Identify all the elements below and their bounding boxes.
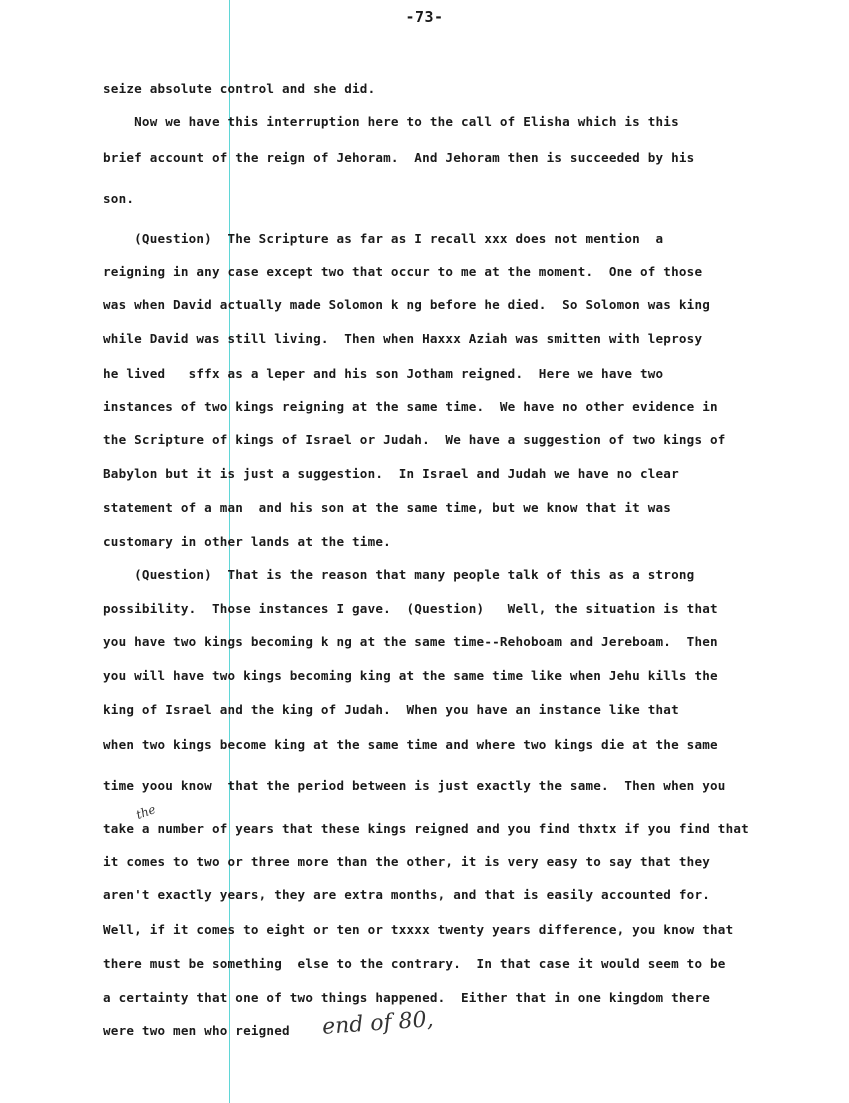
text-line: were two men who reigned <box>103 1023 290 1038</box>
text-line: customary in other lands at the time. <box>103 534 391 549</box>
text-line: time yoou know that the period between is just exactly the same. Then when you <box>103 778 726 793</box>
text-line: there must be something else to the contrary. In that case it would seem to be <box>103 956 726 971</box>
text-line: Now we have this interruption here to the call of Elisha which is this <box>103 114 679 129</box>
text-line: son. <box>103 191 135 206</box>
text-line: (Question) That is the reason that many people talk of this as a strong <box>103 567 695 582</box>
text-line: you have two kings becoming k ng at the same time--Rehoboam and Jereboam. Then <box>103 634 718 649</box>
text-line: (Question) The Scripture as far as I recall xxx does not mention a <box>103 231 664 246</box>
page-number: -73- <box>405 8 444 26</box>
text-line: a certainty that one of two things happened. Either that in one kingdom there <box>103 990 711 1005</box>
text-line: Well, if it comes to eight or ten or txxxx twenty years difference, you know that <box>103 922 734 937</box>
margin-rule <box>229 0 230 1103</box>
text-line: Babylon but it is just a suggestion. In Israel and Judah we have no clear <box>103 466 679 481</box>
text-line: you will have two kings becoming king at the same time like when Jehu kills the <box>103 668 718 683</box>
handwritten-insertion: the <box>134 802 158 822</box>
text-line: brief account of the reign of Jehoram. And Jehoram then is succeeded by his <box>103 150 695 165</box>
text-line: aren't exactly years, they are extra months, and that is easily accounted for. <box>103 887 711 902</box>
text-line: reigning in any case except two that occur to me at the moment. One of those <box>103 264 703 279</box>
text-line: while David was still living. Then when Haxxx Aziah was smitten with leprosy <box>103 331 703 346</box>
text-line: instances of two kings reigning at the same time. We have no other evidence in <box>103 399 718 414</box>
text-line: king of Israel and the king of Judah. When you have an instance like that <box>103 702 679 717</box>
text-line: it comes to two or three more than the other, it is very easy to say that they <box>103 854 711 869</box>
text-line: was when David actually made Solomon k ng before he died. So Solomon was king <box>103 297 711 312</box>
handwritten-note: end of 80, <box>321 1007 435 1040</box>
text-line: possibility. Those instances I gave. (Question) Well, the situation is that <box>103 601 718 616</box>
text-line: statement of a man and his son at the same time, but we know that it was <box>103 500 672 515</box>
text-line: the Scripture of kings of Israel or Judah. We have a suggestion of two kings of <box>103 432 726 447</box>
text-line: seize absolute control and she did. <box>103 81 376 96</box>
text-line: when two kings become king at the same time and where two kings die at the same <box>103 737 718 752</box>
text-line: take a number of years that these kings reigned and you find thxtx if you find that <box>103 821 749 836</box>
text-line: he lived sffx as a leper and his son Jotham reigned. Here we have two <box>103 366 664 381</box>
